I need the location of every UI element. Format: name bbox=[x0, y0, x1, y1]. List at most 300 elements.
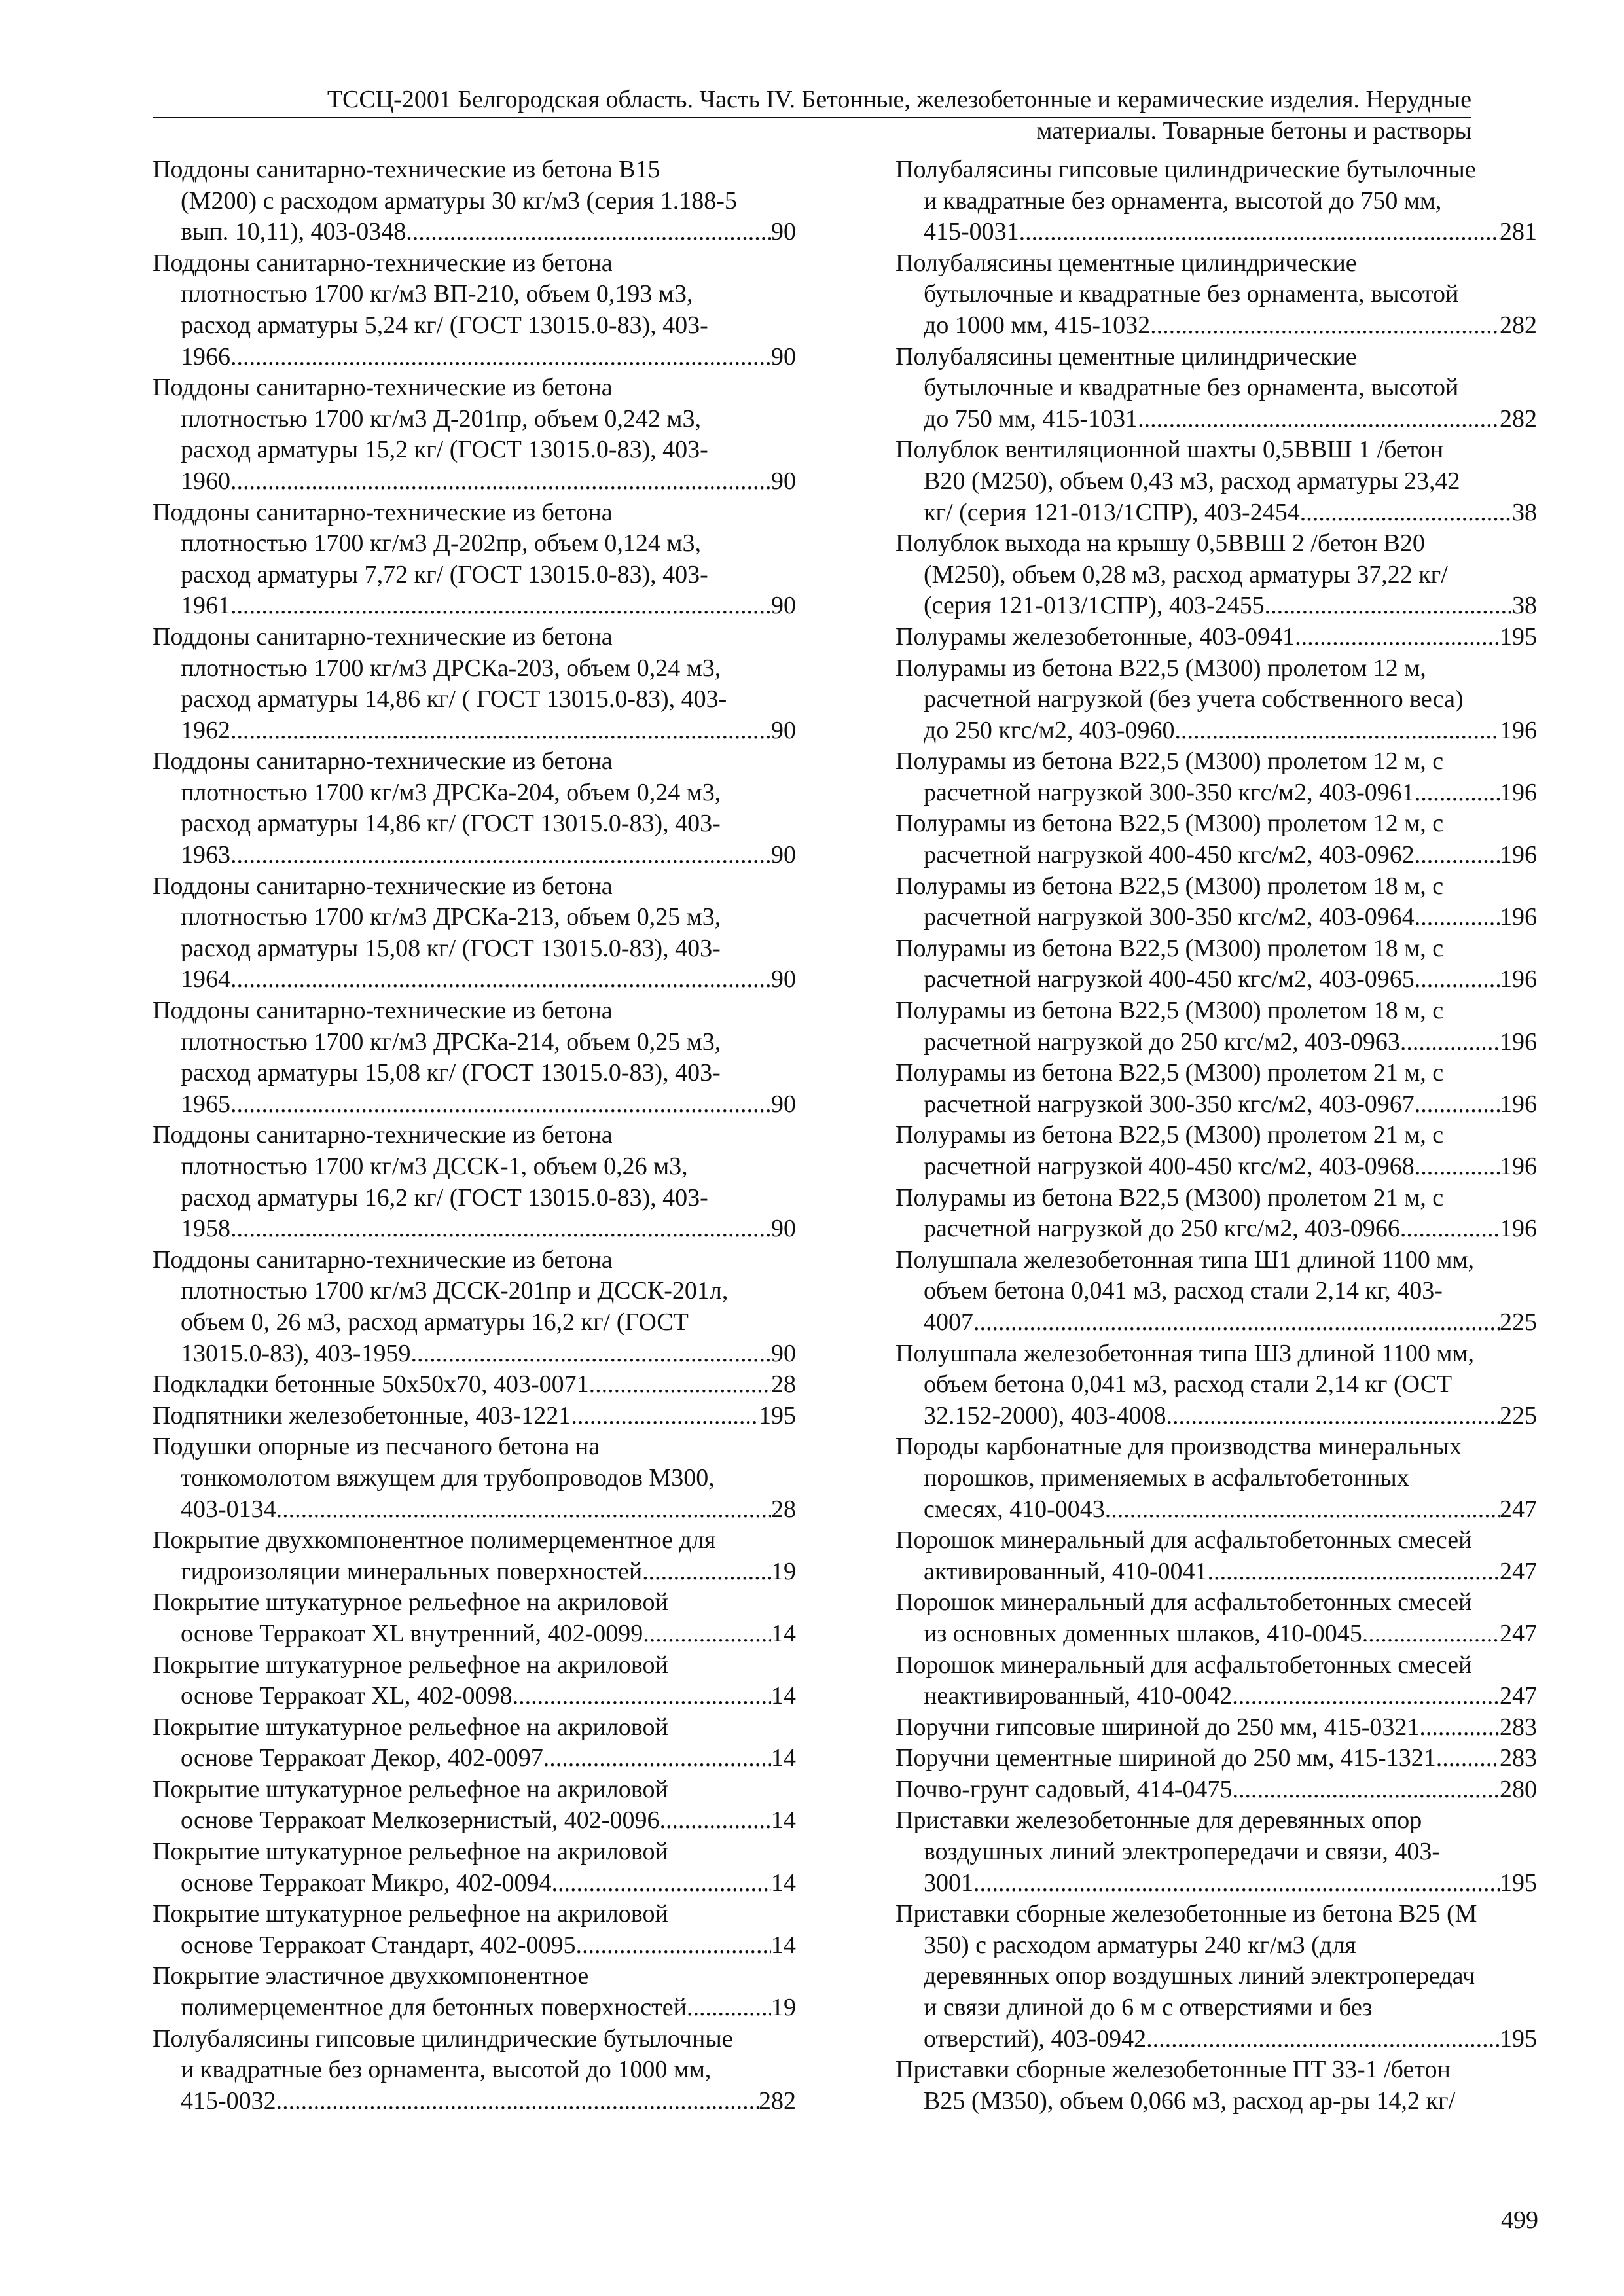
entry-last-line bbox=[153, 1494, 796, 1526]
entry-text-line: (М250), объем 0,28 м3, расход арматуры 37,22 кг/ bbox=[924, 560, 1448, 588]
dot-leader bbox=[1436, 1743, 1500, 1774]
entry-last-line bbox=[895, 1213, 1537, 1245]
entry-page-number: 90 bbox=[771, 592, 796, 620]
entry-page-number: 247 bbox=[1500, 1557, 1537, 1585]
entry-last-line bbox=[153, 1619, 796, 1650]
index-entry bbox=[895, 653, 1537, 747]
entry-text: основе Терракоат Мелкозернистый, 402-0096 bbox=[181, 1806, 660, 1835]
dot-leader bbox=[687, 1992, 771, 2024]
entry-last-line bbox=[895, 1027, 1537, 1058]
entry-text-line: Поддоны санитарно-технические из бетона В15 bbox=[153, 156, 660, 183]
entry-last-line bbox=[153, 1213, 796, 1245]
entry-text-line: тонкомолотом вяжущем для трубопроводов М300, bbox=[181, 1463, 715, 1492]
entry-text-line: В25 (М350), объем 0,066 м3, расход ар-ры 14,2 кг/ bbox=[924, 2087, 1456, 2115]
entry-text: 415-0031 bbox=[924, 218, 1019, 246]
entry-text-line: В20 (М250), объем 0,43 м3, расход арматуры 23,42 bbox=[924, 467, 1460, 495]
entry-text-line: плотностью 1700 кг/м3 Д-202пр, объем 0,124 м3, bbox=[181, 529, 701, 558]
entry-last-line bbox=[153, 1930, 796, 1962]
entry-page-number: 195 bbox=[1500, 622, 1537, 651]
index-entry bbox=[153, 1587, 796, 1649]
entry-text-line: расход арматуры 5,24 кг/ (ГОСТ 13015.0-83), 403- bbox=[181, 311, 708, 339]
entry-text-line: Покрытие штукатурное рельефное на акриловой bbox=[153, 1775, 668, 1803]
entry-last-line bbox=[153, 1868, 796, 1899]
entry-page-number: 280 bbox=[1500, 1775, 1537, 1803]
entry-page-number: 247 bbox=[1500, 1495, 1537, 1523]
index-entry bbox=[153, 1650, 796, 1712]
entry-page-number: 196 bbox=[1500, 841, 1537, 869]
dot-leader bbox=[1175, 715, 1500, 747]
entry-page-number: 90 bbox=[771, 1090, 796, 1118]
dot-leader bbox=[1419, 1712, 1500, 1744]
dot-leader bbox=[1105, 1494, 1500, 1526]
dot-leader bbox=[230, 466, 771, 497]
entry-text-line: и квадратные без орнамента, высотой до 750 мм, bbox=[924, 187, 1442, 215]
entry-text-line: расход арматуры 14,86 кг/ (ГОСТ 13015.0-83), 403- bbox=[181, 810, 721, 838]
entry-text: Полурамы железобетонные, 403-0941 bbox=[895, 622, 1295, 651]
entry-text-line: Полушпала железобетонная типа Ш1 длиной 1100 мм, bbox=[895, 1246, 1475, 1274]
entry-text-line: расчетной нагрузкой (без учета собственного веса) bbox=[924, 685, 1464, 713]
entry-text: до 750 мм, 415-1031 bbox=[924, 404, 1138, 433]
entry-page-number: 90 bbox=[771, 467, 796, 495]
entry-text-line: Полубалясины гипсовые цилиндрические бутылочные bbox=[153, 2024, 733, 2053]
index-entry bbox=[895, 1525, 1537, 1587]
entry-last-line bbox=[895, 778, 1537, 809]
entry-text: Подкладки бетонные 50х50х70, 403-0071 bbox=[153, 1371, 589, 1399]
index-entry bbox=[895, 622, 1537, 653]
entry-text-line: Полурамы из бетона В22,5 (М300) пролетом 21 м, с bbox=[895, 1059, 1444, 1087]
entry-page-number: 90 bbox=[771, 716, 796, 744]
entry-text-line: плотностью 1700 кг/м3 ДРСКа-214, объем 0,25 м3, bbox=[181, 1028, 721, 1056]
entry-text: 1966 bbox=[181, 342, 230, 370]
entry-last-line bbox=[153, 964, 796, 996]
entry-text-line: Покрытие штукатурное рельефное на акриловой bbox=[153, 1838, 668, 1866]
entry-text: расчетной нагрузкой 400-450 кгс/м2, 403-0968 bbox=[924, 1153, 1415, 1180]
entry-text-line: бутылочные и квадратные без орнамента, высотой bbox=[924, 280, 1459, 308]
dot-leader bbox=[1415, 902, 1500, 933]
entry-text-line: объем бетона 0,041 м3, расход стали 2,14 кг (ОСТ bbox=[924, 1371, 1453, 1399]
entry-text-line: бутылочные и квадратные без орнамента, высотой bbox=[924, 374, 1459, 402]
entry-text: расчетной нагрузкой 300-350 кгс/м2, 403-0967 bbox=[924, 1090, 1415, 1118]
entry-last-line bbox=[895, 404, 1537, 435]
entry-page-number: 196 bbox=[1500, 1153, 1537, 1180]
entry-text-line: Полурамы из бетона В22,5 (М300) пролетом 21 м, с bbox=[895, 1183, 1444, 1211]
entry-text-line: расход арматуры 7,72 кг/ (ГОСТ 13015.0-83), 403- bbox=[181, 560, 708, 588]
entry-last-line bbox=[895, 1774, 1537, 1806]
entry-last-line bbox=[895, 497, 1537, 529]
entry-text-line: Приставки сборные железобетонные из бетона В25 (М bbox=[895, 1900, 1477, 1928]
index-entry bbox=[895, 996, 1537, 1058]
dot-leader bbox=[552, 1868, 772, 1899]
index-entry bbox=[895, 528, 1537, 622]
index-entry bbox=[895, 808, 1537, 870]
index-column-left bbox=[153, 154, 796, 2117]
entry-last-line bbox=[895, 1556, 1537, 1588]
index-entry bbox=[895, 1805, 1537, 1899]
entry-text: 1965 bbox=[181, 1090, 230, 1118]
dot-leader bbox=[1150, 310, 1500, 342]
dot-leader bbox=[973, 1307, 1500, 1338]
entry-text-line: и связи длиной до 6 м с отверстиями и без bbox=[924, 1994, 1373, 2022]
entry-page-number: 282 bbox=[759, 2087, 796, 2115]
entry-last-line bbox=[895, 1151, 1537, 1183]
entry-text: 13015.0-83), 403-1959 bbox=[181, 1339, 411, 1367]
index-column-right bbox=[895, 154, 1537, 2117]
entry-last-line bbox=[895, 1743, 1537, 1774]
dot-leader bbox=[406, 217, 771, 248]
entry-text-line: плотностью 1700 кг/м3 ДРСКа-203, объем 0,24 м3, bbox=[181, 654, 721, 682]
entry-text: расчетной нагрузкой 400-450 кгс/м2, 403-0965 bbox=[924, 965, 1415, 994]
entry-text-line: и квадратные без орнамента, высотой до 1000 мм, bbox=[181, 2056, 712, 2084]
entry-page-number: 282 bbox=[1500, 311, 1537, 339]
entry-text-line: (М200) с расходом арматуры 30 кг/м3 (серия 1.188-5 bbox=[181, 187, 737, 215]
entry-last-line bbox=[153, 466, 796, 497]
dot-leader bbox=[1232, 1681, 1500, 1712]
entry-last-line bbox=[895, 1619, 1537, 1650]
entry-page-number: 38 bbox=[1512, 498, 1537, 526]
entry-last-line bbox=[153, 590, 796, 622]
index-entry bbox=[895, 1712, 1537, 1744]
index-entry bbox=[895, 1431, 1537, 1525]
dot-leader bbox=[973, 1868, 1500, 1899]
entry-text: 3001 bbox=[924, 1869, 973, 1897]
entry-last-line bbox=[895, 964, 1537, 996]
index-entry bbox=[895, 871, 1537, 933]
entry-text-line: 350) с расходом арматуры 240 кг/м3 (для bbox=[924, 1931, 1356, 1959]
entry-text: расчетной нагрузкой до 250 кгс/м2, 403-0963 bbox=[924, 1028, 1400, 1056]
header-rule bbox=[153, 117, 1471, 118]
entry-text-line: Приставки сборные железобетонные ПТ 33-1 /бетон bbox=[895, 2056, 1451, 2084]
index-entry bbox=[153, 746, 796, 870]
entry-text-line: расход арматуры 14,86 кг/ ( ГОСТ 13015.0-83), 403- bbox=[181, 685, 727, 713]
index-entry bbox=[153, 497, 796, 622]
index-entry bbox=[895, 2054, 1537, 2117]
entry-text-line: Полурамы из бетона В22,5 (М300) пролетом 18 м, с bbox=[895, 872, 1444, 900]
entry-text: 1960 bbox=[181, 467, 230, 495]
entry-last-line bbox=[153, 1338, 796, 1370]
entry-last-line bbox=[153, 2086, 796, 2117]
entry-last-line bbox=[153, 1369, 796, 1401]
entry-page-number: 225 bbox=[1500, 1308, 1537, 1336]
entry-text-line: плотностью 1700 кг/м3 ДРСКа-213, объем 0,25 м3, bbox=[181, 903, 721, 931]
index-entry bbox=[895, 746, 1537, 808]
entry-last-line bbox=[895, 840, 1537, 871]
entry-text: 415-0032 bbox=[181, 2087, 276, 2115]
entry-last-line bbox=[153, 1681, 796, 1712]
index-entry bbox=[153, 1712, 796, 1774]
entry-text-line: расход арматуры 15,08 кг/ (ГОСТ 13015.0-83), 403- bbox=[181, 1059, 721, 1087]
entry-page-number: 90 bbox=[771, 1339, 796, 1367]
entry-text: расчетной нагрузкой 300-350 кгс/м2, 403-0961 bbox=[924, 778, 1415, 806]
index-entry bbox=[895, 1338, 1537, 1432]
entry-text: 1964 bbox=[181, 965, 230, 994]
entry-text: смесях, 410-0043 bbox=[924, 1495, 1105, 1523]
entry-text-line: Порошок минеральный для асфальтобетонных смесей bbox=[895, 1651, 1472, 1679]
entry-text-line: Полурамы из бетона В22,5 (М300) пролетом 18 м, с bbox=[895, 997, 1444, 1025]
entry-text-line: плотностью 1700 кг/м3 ДРСКа-204, объем 0,24 м3, bbox=[181, 778, 721, 806]
entry-text: 1961 bbox=[181, 592, 230, 620]
entry-last-line bbox=[153, 1743, 796, 1774]
entry-text: из основных доменных шлаков, 410-0045 bbox=[924, 1619, 1362, 1647]
dot-leader bbox=[410, 1338, 771, 1370]
dot-leader bbox=[571, 1401, 759, 1432]
dot-leader bbox=[230, 964, 771, 996]
entry-last-line bbox=[895, 2024, 1537, 2055]
entry-page-number: 196 bbox=[1500, 778, 1537, 806]
dot-leader bbox=[1208, 1556, 1500, 1588]
running-header-line-1: ТССЦ-2001 Белгородская область. Часть IV. Бетонные, железобетонные и керамические изделия. Нерудные bbox=[327, 86, 1471, 113]
dot-leader bbox=[230, 715, 771, 747]
entry-text-line: Покрытие двухкомпонентное полимерцементное для bbox=[153, 1526, 716, 1554]
entry-page-number: 90 bbox=[771, 218, 796, 246]
entry-page-number: 90 bbox=[771, 1215, 796, 1243]
index-entry bbox=[153, 1369, 796, 1401]
entry-text-line: Породы карбонатные для производства минеральных bbox=[895, 1433, 1462, 1461]
entry-text-line: Поддоны санитарно-технические из бетона bbox=[153, 872, 613, 900]
entry-last-line bbox=[153, 342, 796, 373]
index-entry bbox=[895, 154, 1537, 248]
index-entry bbox=[895, 1120, 1537, 1182]
entry-text-line: Полублок выхода на крышу 0,5ВВШ 2 /бетон В20 bbox=[895, 529, 1425, 558]
index-entry bbox=[895, 1245, 1537, 1338]
entry-text: полимерцементное для бетонных поверхностей bbox=[181, 1994, 687, 2022]
entry-text-line: Порошок минеральный для асфальтобетонных смесей bbox=[895, 1526, 1472, 1554]
entry-last-line bbox=[895, 310, 1537, 342]
entry-page-number: 19 bbox=[771, 1994, 796, 2022]
entry-text-line: Поддоны санитарно-технические из бетона bbox=[153, 498, 613, 526]
index-entry bbox=[153, 248, 796, 372]
index-entry bbox=[153, 622, 796, 746]
entry-page-number: 196 bbox=[1500, 965, 1537, 994]
entry-text: гидроизоляции минеральных поверхностей bbox=[181, 1557, 643, 1585]
entry-text-line: Полубалясины цементные цилиндрические bbox=[895, 249, 1357, 277]
entry-last-line bbox=[895, 1401, 1537, 1432]
entry-text-line: Порошок минеральный для асфальтобетонных смесей bbox=[895, 1588, 1472, 1617]
entry-last-line bbox=[895, 1712, 1537, 1744]
dot-leader bbox=[1415, 964, 1500, 996]
entry-text-line: Поддоны санитарно-технические из бетона bbox=[153, 747, 613, 776]
entry-last-line bbox=[153, 1401, 796, 1432]
dot-leader bbox=[1232, 1774, 1500, 1806]
index-entry bbox=[895, 248, 1537, 342]
entry-text-line: Поддоны санитарно-технические из бетона bbox=[153, 249, 613, 277]
index-entry bbox=[153, 1401, 796, 1432]
dot-leader bbox=[1300, 497, 1512, 529]
dot-leader bbox=[1146, 2024, 1500, 2055]
entry-text: 403-0134 bbox=[181, 1495, 276, 1523]
entry-text: (серия 121-013/1СПР), 403-2455 bbox=[924, 592, 1265, 620]
index-entry bbox=[153, 1837, 796, 1899]
entry-page-number: 38 bbox=[1512, 592, 1537, 620]
index-entry bbox=[153, 1899, 796, 1961]
dot-leader bbox=[1166, 1401, 1500, 1432]
entry-text-line: Полурамы из бетона В22,5 (М300) пролетом 12 м, bbox=[895, 654, 1426, 682]
dot-leader bbox=[1400, 1213, 1500, 1245]
entry-page-number: 14 bbox=[771, 1619, 796, 1647]
entry-last-line bbox=[153, 1556, 796, 1588]
entry-text-line: плотностью 1700 кг/м3 Д-201пр, объем 0,242 м3, bbox=[181, 404, 701, 433]
entry-text: расчетной нагрузкой до 250 кгс/м2, 403-0966 bbox=[924, 1215, 1400, 1243]
entry-page-number: 283 bbox=[1500, 1744, 1537, 1772]
entry-text-line: объем 0, 26 м3, расход арматуры 16,2 кг/ (ГОСТ bbox=[181, 1308, 689, 1336]
dot-leader bbox=[643, 1619, 771, 1650]
entry-text: 32.152-2000), 403-4008 bbox=[924, 1401, 1166, 1429]
index-entry bbox=[153, 154, 796, 248]
entry-text-line: плотностью 1700 кг/м3 ДССК-201пр и ДССК-201л, bbox=[181, 1277, 729, 1305]
entry-page-number: 196 bbox=[1500, 716, 1537, 744]
entry-page-number: 14 bbox=[771, 1682, 796, 1710]
entry-text: основе Терракоат XL, 402-0098 bbox=[181, 1682, 513, 1710]
index-entry bbox=[153, 1120, 796, 1244]
entry-last-line bbox=[153, 840, 796, 871]
index-entry bbox=[895, 1650, 1537, 1712]
entry-text-line: плотностью 1700 кг/м3 ДССК-1, объем 0,26 м3, bbox=[181, 1153, 688, 1180]
dot-leader bbox=[1415, 778, 1500, 809]
dot-leader bbox=[642, 1556, 771, 1588]
entry-text-line: порошков, применяемых в асфальтобетонных bbox=[924, 1463, 1409, 1492]
entry-last-line bbox=[895, 715, 1537, 747]
dot-leader bbox=[230, 1089, 771, 1121]
entry-text: Почво-грунт садовый, 414-0475 bbox=[895, 1775, 1233, 1803]
entry-text: 1962 bbox=[181, 716, 230, 744]
dot-leader bbox=[1415, 1089, 1500, 1121]
entry-text: кг/ (серия 121-013/1СПР), 403-2454 bbox=[924, 498, 1300, 526]
entry-last-line bbox=[153, 715, 796, 747]
entry-page-number: 196 bbox=[1500, 1215, 1537, 1243]
entry-text-line: Полубалясины цементные цилиндрические bbox=[895, 342, 1357, 370]
entry-text-line: Подушки опорные из песчаного бетона на bbox=[153, 1433, 600, 1461]
running-header-line-2: материалы. Товарные бетоны и растворы bbox=[1036, 117, 1471, 145]
index-entry bbox=[153, 1245, 796, 1369]
entry-page-number: 195 bbox=[1500, 1869, 1537, 1897]
entry-last-line bbox=[153, 1805, 796, 1837]
entry-text: неактивированный, 410-0042 bbox=[924, 1682, 1233, 1710]
entry-text-line: Покрытие штукатурное рельефное на акриловой bbox=[153, 1588, 668, 1617]
entry-page-number: 283 bbox=[1500, 1713, 1537, 1741]
entry-text: основе Терракоат Стандарт, 402-0095 bbox=[181, 1931, 576, 1959]
index-entry bbox=[153, 372, 796, 497]
entry-last-line bbox=[153, 1089, 796, 1121]
index-entry bbox=[895, 1183, 1537, 1245]
entry-text-line: Поддоны санитарно-технические из бетона bbox=[153, 1246, 613, 1274]
entry-last-line bbox=[153, 1992, 796, 2024]
dot-leader bbox=[659, 1805, 771, 1837]
entry-page-number: 195 bbox=[759, 1401, 796, 1429]
entry-text: 4007 bbox=[924, 1308, 973, 1336]
dot-leader bbox=[1400, 1027, 1500, 1058]
entry-text: расчетной нагрузкой 400-450 кгс/м2, 403-0962 bbox=[924, 841, 1415, 869]
entry-page-number: 90 bbox=[771, 965, 796, 994]
entry-text-line: деревянных опор воздушных линий электропередач bbox=[924, 1962, 1475, 1990]
index-entry bbox=[895, 1587, 1537, 1649]
entry-text-line: расход арматуры 15,08 кг/ (ГОСТ 13015.0-83), 403- bbox=[181, 934, 721, 962]
dot-leader bbox=[1265, 590, 1512, 622]
entry-text-line: Поддоны санитарно-технические из бетона bbox=[153, 1121, 613, 1149]
entry-page-number: 196 bbox=[1500, 1090, 1537, 1118]
entry-text-line: Покрытие штукатурное рельефное на акриловой bbox=[153, 1900, 668, 1928]
index-entry bbox=[153, 1431, 796, 1525]
entry-last-line bbox=[895, 622, 1537, 653]
entry-last-line bbox=[895, 1494, 1537, 1526]
entry-page-number: 19 bbox=[771, 1557, 796, 1585]
entry-text: активированный, 410-0041 bbox=[924, 1557, 1208, 1585]
entry-text: вып. 10,11), 403-0348 bbox=[181, 218, 406, 246]
entry-last-line bbox=[895, 1681, 1537, 1712]
entry-text-line: расход арматуры 16,2 кг/ (ГОСТ 13015.0-83), 403- bbox=[181, 1183, 708, 1211]
entry-text-line: Поддоны санитарно-технические из бетона bbox=[153, 997, 613, 1025]
entry-page-number: 14 bbox=[771, 1931, 796, 1959]
entry-text-line: Поддоны санитарно-технические из бетона bbox=[153, 374, 613, 402]
index-entry bbox=[153, 2024, 796, 2117]
entry-page-number: 196 bbox=[1500, 903, 1537, 931]
dot-leader bbox=[1138, 404, 1500, 435]
entry-last-line bbox=[895, 1307, 1537, 1338]
dot-leader bbox=[230, 840, 771, 871]
entry-text-line: расход арматуры 15,2 кг/ (ГОСТ 13015.0-83), 403- bbox=[181, 436, 708, 464]
entry-text-line: Полурамы из бетона В22,5 (М300) пролетом 18 м, с bbox=[895, 934, 1444, 962]
entry-text-line: Поддоны санитарно-технические из бетона bbox=[153, 622, 613, 651]
entry-text: основе Терракоат Декор, 402-0097 bbox=[181, 1744, 543, 1772]
dot-leader bbox=[1019, 217, 1500, 248]
entry-last-line bbox=[895, 1089, 1537, 1121]
entry-page-number: 282 bbox=[1500, 404, 1537, 433]
entry-text: 1958 bbox=[181, 1215, 230, 1243]
entry-text-line: Полушпала железобетонная типа Ш3 длиной 1100 мм, bbox=[895, 1339, 1475, 1367]
dot-leader bbox=[230, 1213, 771, 1245]
dot-leader bbox=[1362, 1619, 1500, 1650]
entry-page-number: 90 bbox=[771, 342, 796, 370]
index-entry bbox=[895, 1743, 1537, 1774]
dot-leader bbox=[1295, 622, 1500, 653]
index-entry bbox=[153, 1774, 796, 1837]
entry-text-line: плотностью 1700 кг/м3 ВП-210, объем 0,193 м3, bbox=[181, 280, 693, 308]
index-entry bbox=[895, 342, 1537, 435]
entry-page-number: 90 bbox=[771, 841, 796, 869]
entry-page-number: 28 bbox=[771, 1495, 796, 1523]
entry-text-line: Покрытие штукатурное рельефное на акриловой bbox=[153, 1651, 668, 1679]
entry-text: 1963 bbox=[181, 841, 230, 869]
entry-text: расчетной нагрузкой 300-350 кгс/м2, 403-0964 bbox=[924, 903, 1415, 931]
entry-text: основе Терракоат XL внутренний, 402-0099 bbox=[181, 1619, 643, 1647]
index-entry bbox=[153, 871, 796, 996]
entry-text-line: Покрытие штукатурное рельефное на акриловой bbox=[153, 1713, 668, 1741]
entry-text: Поручни цементные шириной до 250 мм, 415-1321 bbox=[895, 1744, 1436, 1772]
entry-page-number: 247 bbox=[1500, 1682, 1537, 1710]
index-entry bbox=[895, 1899, 1537, 2054]
entry-page-number: 225 bbox=[1500, 1401, 1537, 1429]
index-entry bbox=[153, 996, 796, 1120]
running-header bbox=[153, 84, 1471, 147]
dot-leader bbox=[1415, 840, 1500, 871]
entry-page-number: 14 bbox=[771, 1869, 796, 1897]
entry-page-number: 195 bbox=[1500, 2024, 1537, 2053]
entry-text-line: объем бетона 0,041 м3, расход стали 2,14 кг, 403- bbox=[924, 1277, 1443, 1305]
index-entry bbox=[895, 435, 1537, 528]
index-entry bbox=[895, 933, 1537, 996]
entry-text: до 1000 мм, 415-1032 bbox=[924, 311, 1151, 339]
dot-leader bbox=[276, 2086, 759, 2117]
entry-text-line: воздушных линий электропередачи и связи, 403- bbox=[924, 1838, 1441, 1866]
entry-page-number: 247 bbox=[1500, 1619, 1537, 1647]
entry-page-number: 28 bbox=[771, 1371, 796, 1399]
dot-leader bbox=[276, 1494, 771, 1526]
page-number: 499 bbox=[1501, 2206, 1538, 2234]
entry-text-line: Полурамы из бетона В22,5 (М300) пролетом 21 м, с bbox=[895, 1121, 1444, 1149]
entry-text-line: Полурамы из бетона В22,5 (М300) пролетом 12 м, с bbox=[895, 810, 1444, 838]
entry-text-line: Полурамы из бетона В22,5 (М300) пролетом 12 м, с bbox=[895, 747, 1444, 776]
entry-text: Поручни гипсовые шириной до 250 мм, 415-0321 bbox=[895, 1713, 1420, 1741]
dot-leader bbox=[575, 1930, 771, 1962]
index-entry bbox=[153, 1961, 796, 2023]
